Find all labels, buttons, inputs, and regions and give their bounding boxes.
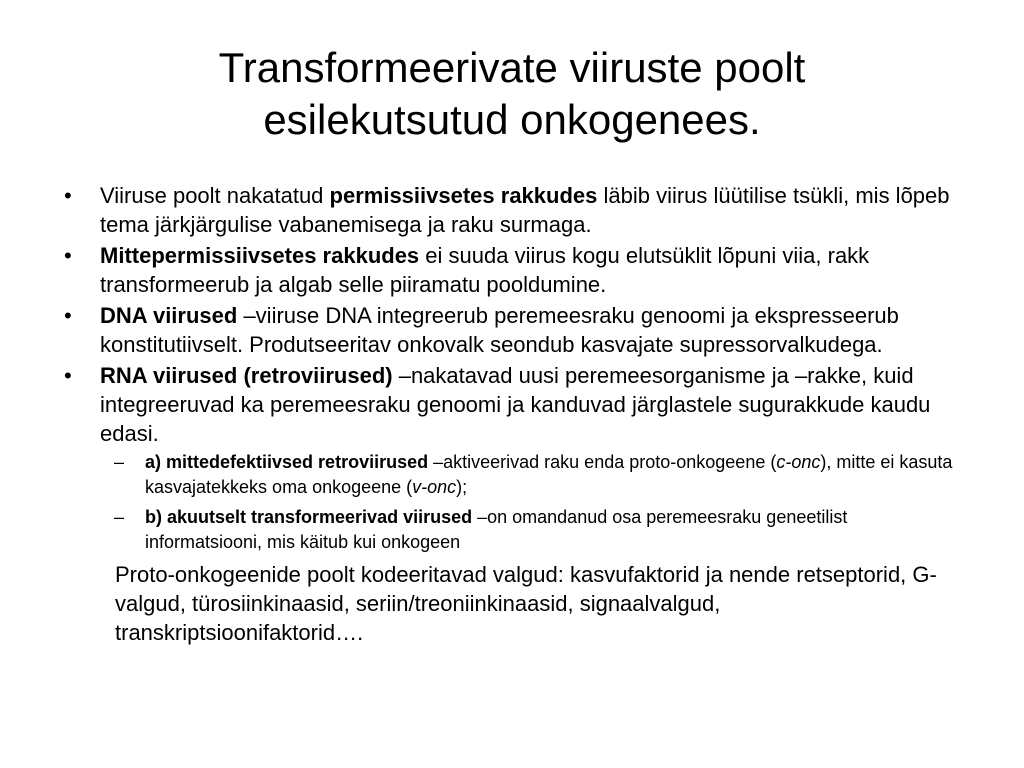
sub-bullet-bold-term: b) akuutselt transformeerivad viirused [145, 507, 473, 527]
bullet-bold-term: DNA viirused [100, 303, 238, 328]
sub-bullet-mark: – [114, 507, 125, 527]
bullet-bold-term: RNA viirused (retroviirused) [100, 363, 393, 388]
sub-bullet-text: ); [456, 477, 468, 497]
sub-bullet-italic-term: c-onc [776, 452, 821, 472]
sub-bullet-mark: – [114, 452, 125, 472]
bullet-text: läbib viirus lüütilise tsükli, mis lõpeb tema järkjärgulise vabanemisega ja raku surmaga. [100, 183, 950, 237]
sub-bullet-item [60, 505, 960, 555]
bullet-item [60, 301, 960, 359]
closing-paragraph: Proto-onkogeenide poolt kodeeritavad valgud: kasvufaktorid ja nende retseptorid, G-valgud, türosiinkinaasid, seriin/treoniinkinaasid, signaalvalgud, transkriptsioonifaktorid…. [115, 562, 937, 645]
bullet-mark: • [64, 243, 72, 268]
bullet-text: ei suuda viirus kogu elutsüklit lõpuni viia, rakk transformeerub ja algab selle piiramatu pooldumine. [100, 243, 870, 297]
title-line-2: esilekutsutud onkogenees. [263, 96, 761, 143]
bullet-item [60, 181, 960, 239]
bullet-text: Viiruse poolt nakatatud [100, 183, 330, 208]
slide-body [60, 181, 960, 647]
slide-title [60, 42, 964, 146]
sub-bullet-text: ), mitte ei kasuta kasvajatekkeks oma onkogeene ( [145, 452, 953, 497]
sub-bullet-italic-term: v-onc [412, 477, 457, 497]
sub-bullet-bold-term: a) mittedefektiivsed retroviirused [145, 452, 429, 472]
sub-bullet-text: –on omandanud osa peremeesraku geneetilist informatsiooni, mis käitub kui onkogeen [145, 507, 848, 552]
bullet-item [60, 361, 960, 448]
bullet-text: –viiruse DNA integreerub peremeesraku genoomi ja ekspresseerub konstitutiivselt. Produtseeritav onkovalk seondub kasvajate supressorvalkudega. [100, 303, 899, 357]
title-line-1: Transformeerivate viiruste poolt [218, 44, 806, 91]
bullet-mark: • [64, 363, 72, 388]
bullet-bold-term: Mittepermissiivsetes rakkudes [100, 243, 420, 268]
sub-bullet-text: –aktiveerivad raku enda proto-onkogeene ( [428, 452, 777, 472]
bullet-bold-term: permissiivsetes rakkudes [329, 183, 598, 208]
bullet-mark: • [64, 303, 72, 328]
sub-bullet-item [60, 450, 960, 500]
bullet-mark: • [64, 183, 72, 208]
bullet-item [60, 241, 960, 299]
bullet-text: –nakatavad uusi peremeesorganisme ja –rakke, kuid integreeruvad ka peremeesraku genoomi ja kanduvad järglastele sugurakkude kaudu edasi. [100, 363, 931, 446]
